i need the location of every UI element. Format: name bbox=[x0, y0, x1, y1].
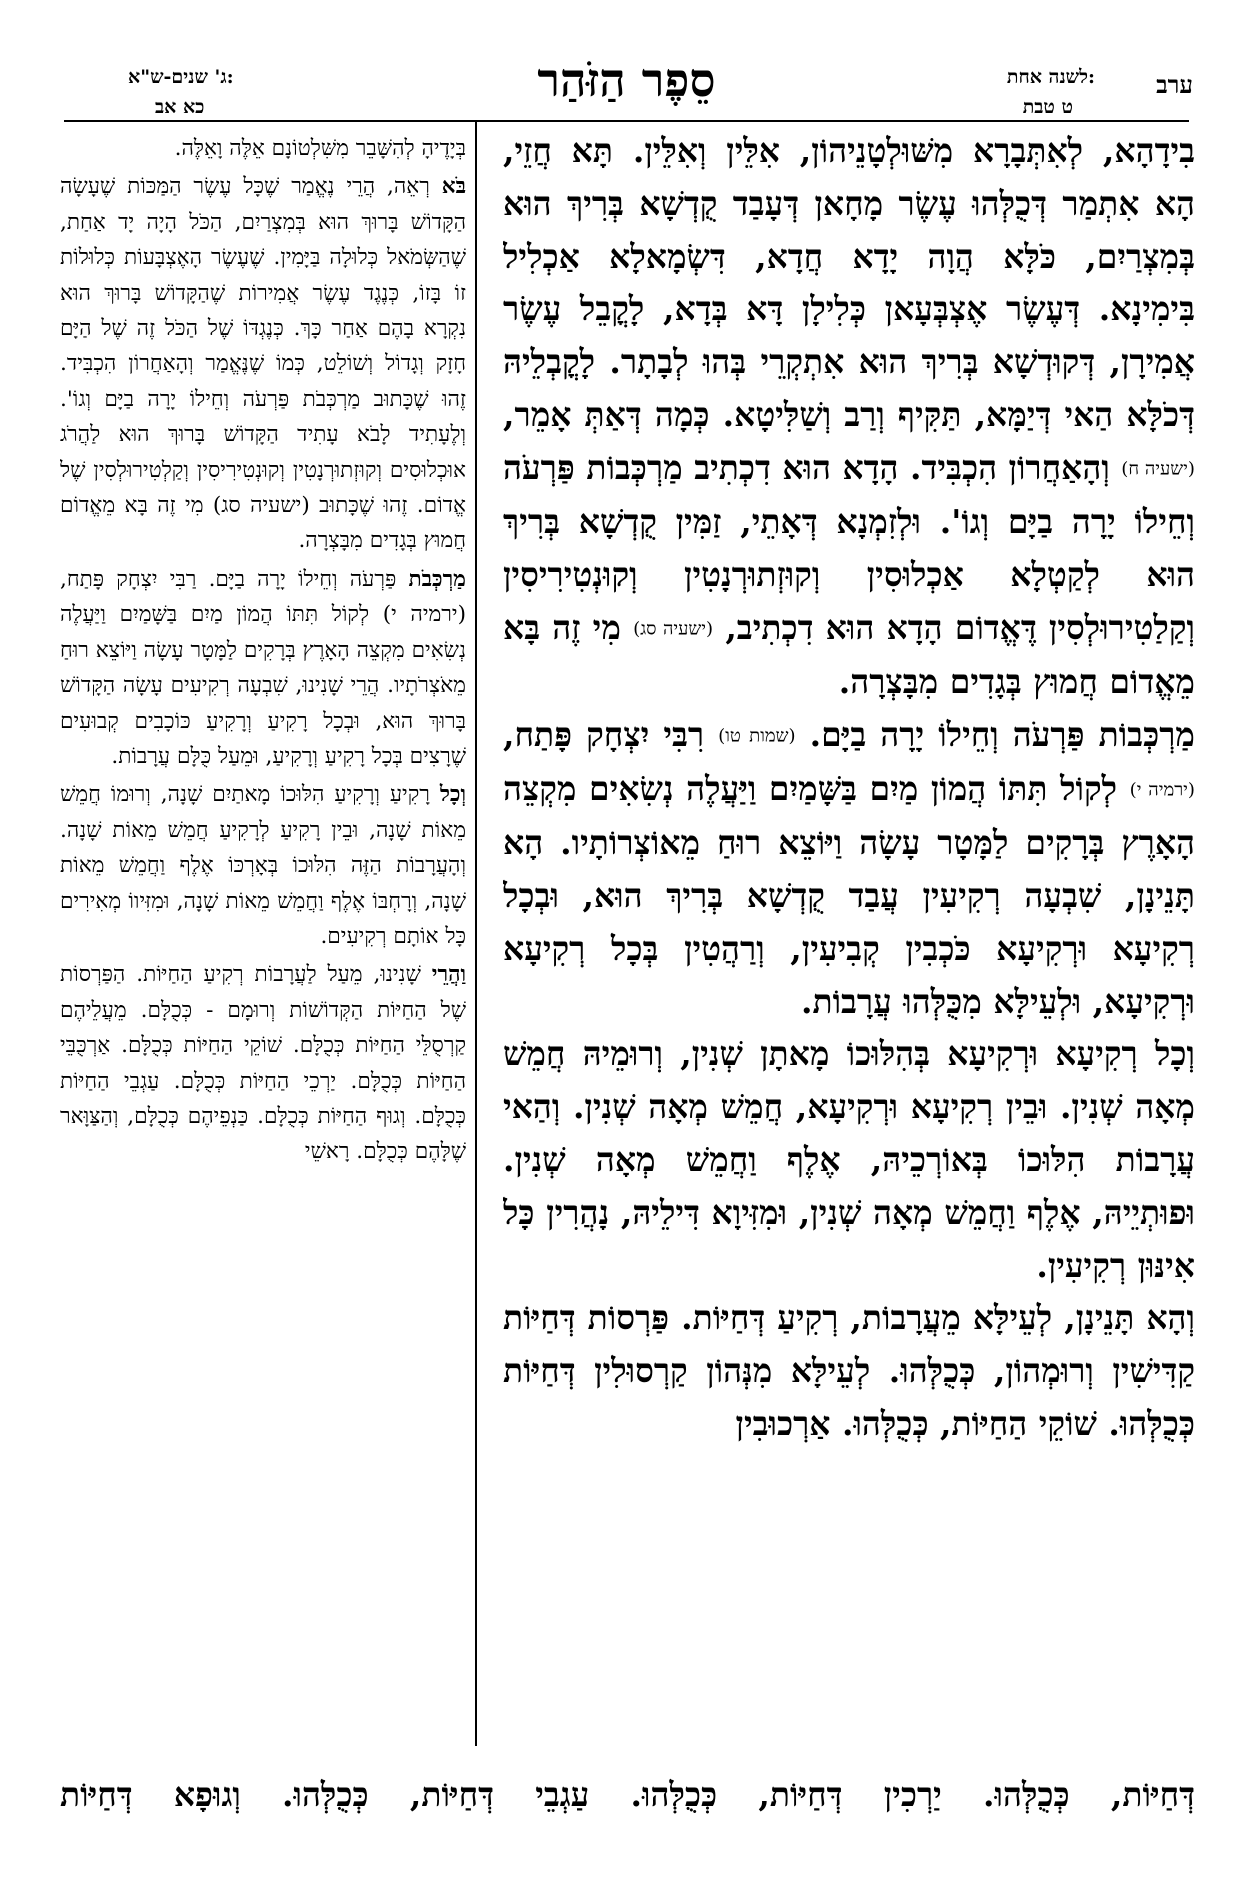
column-divider bbox=[475, 122, 477, 1746]
aramaic-text: וְהָאַחֲרוֹן הִכְבִּיד. הָדָא הוּא דִכְתִיב מַרְכְּבוֹת פַּרְעֹה וְחֵילוֹ יָרָה בַיָּם וְגוֹ'. וּלְזִמְנָא דְּאָתֵי, זַמִּין קֻדְשָׁא בְּרִיךְ הוּא לְקַטְלָא אַכְלוּסִין וְקוּזְתוּרְנָטִין וְקוּנְטִירִיסִין וְקַלַטִירוּלְסִין דֶּאֱדוֹם הָדָא הוּא דִכְתִיב, bbox=[503, 447, 1195, 647]
aramaic-paragraph bbox=[503, 709, 1195, 1029]
aramaic-paragraph bbox=[503, 1292, 1195, 1450]
header-three-year-label: ג' שנים-ש"א: bbox=[128, 66, 234, 88]
translation-paragraph bbox=[60, 777, 466, 954]
aramaic-paragraph bbox=[503, 125, 1195, 709]
aramaic-text: מַרְכְּבוֹת פַּרְעֹה וְחֵילוֹ יָרָה בַיָּם. bbox=[809, 714, 1195, 754]
aramaic-text: תָּא חֲזֵי, הָא אִתְמַר דְּכֻלְּהוּ עֶשֶׂר מָחָאן דְּעָבַד קֻדְשָׁא בְּרִיךְ הוּא בְּמִצְרַיִם, כֹּלָּא הֲוָה יָדָא חֲדָא, דִּשְׂמָאלָא אַכְלִיל בִּימִינָא. דְּעֶשֶׂר אֶצְבְּעָאן כְּלִילָן דָּא בְּדָא, לָקֳבֵל עֶשֶׂר אֲמִירָן, דְּקוּדְשָׁא בְּרִיךְ הוּא אִתְקְרֵי בְּהוּ לְבָתָר. לָקֳבְלֵיהּ דְּכֹלָּא הַאי דְּיַמָּא, תַּקִּיף וְרַב וְשַׁלִּיטָא. כְּמָה דְּאַתְּ אָמֵר, bbox=[503, 131, 1195, 434]
header-hebrew-date: ט טבת bbox=[1022, 96, 1073, 118]
translation-text: בְּיָדֶיהָ לְהִשָּׁבֵר מִשִּׁלְטוֹנָם אֵלֶּה וָאֵלֶּה. bbox=[174, 136, 466, 161]
page-title: סֵפֶר הַזֹּהַר bbox=[537, 53, 716, 107]
aramaic-text: בִידָהָא, לְאִתְּבָרָא מִשּׁוּלְטָנֵיהוֹן, אִלֵּין וְאִלֵּין. bbox=[632, 131, 1195, 170]
verse-citation: (ישעיה סג) bbox=[633, 618, 714, 640]
header-divider bbox=[64, 120, 1189, 122]
aramaic-text: וְהָא תָּנֵינָן, לְעֵילָּא מֵעֲרָבוֹת, רְקִיעַ דְּחַיּוֹת. פַּרְסוֹת דְּחַיּוֹת קַדִּישִׁין וְרוּמְהוֹן, כְּכֻלְּהוּ. לְעֵילָּא מִנְּהוֹן קַרְסוּלִין דְּחַיּוֹת כְּכֻלְּהוּ. שׁוֹקֵי הַחַיּוֹת, כְּכֻלְּהוּ. אַרְכוּבִין bbox=[503, 1298, 1195, 1443]
translation-paragraph bbox=[60, 131, 466, 166]
header-erev: ערב bbox=[1156, 70, 1193, 99]
aramaic-text: וְכָל רְקִיעָא וּרְקִיעָא בְּהִלּוּכוֹ מָאתָן שְׁנִין, וְרוּמֵיהּ חֲמֵשׁ מְאָה שְׁנִין. וּבֵין רְקִיעָא וּרְקִיעָא, חֲמֵשׁ מְאָה שְׁנִין. וְהַאי עֲרָבוֹת הִלּוּכוֹ בְּאוֹרְכֵיהּ, אֶלֶף וַחֲמֵשׁ מְאָה שְׁנִין. וּפוּתְיֵיהּ, אֶלֶף וַחֲמֵשׁ מְאָה שְׁנִין, וּמִזִּיוָא דִּילֵיהּ, נָהֲרִין כָּל אִינּוּן רְקִיעִין. bbox=[503, 1034, 1195, 1285]
translation-paragraph bbox=[60, 562, 466, 774]
translation-paragraph bbox=[60, 957, 466, 1169]
paragraph-lead-word: מַרְכְּבֹת bbox=[408, 566, 466, 592]
paragraph-lead-word: וְכָל bbox=[439, 782, 466, 808]
aramaic-text: רִבִּי יִצְחָק פָּתַח, bbox=[503, 714, 705, 754]
paragraph-lead-word: וַהֲרֵי bbox=[431, 962, 466, 988]
aramaic-text: לְקוֹל תִּתּוֹ הֲמוֹן מַיִם בַּשָּׁמַיִם וַיַּעֲלֶה נְשִׂאִים מִקְצֵה הָאָרֶץ בְּרָקִים לַמָּטָר עָשָׂה וַיּוֹצֵא רוּחַ מֵאוֹצְרוֹתָיו. הָא תָּנֵינָן, שִׁבְעָה רְקִיעִין עֲבַד קֻדְשָׁא בְּרִיךְ הוּא, וּבְכָל רְקִיעָא וּרְקִיעָא כֹּכְבִין קְבִיעִין, וְרַהֲטִין בְּכָל רְקִיעָא וּרְקִיעָא, וּלְעֵילָּא מִכֻּלְּהוּ עֲרָבוֹת. bbox=[503, 768, 1195, 1021]
translation-text: רָקִיעַ וְרָקִיעַ הִלּוּכוֹ מָאתַיִם שָׁנָה, וְרוּמוֹ חֲמֵשׁ מֵאוֹת שָׁנָה, וּבֵין רָקִיעַ לְרָקִיעַ חֲמֵשׁ מֵאוֹת שָׁנָה. וְהָעֲרָבוֹת הַזֶּה הִלּוּכוֹ בְּאָרְכּוֹ אֶלֶף וַחֲמֵשׁ מֵאוֹת שָׁנָה, וְרָחְבּוֹ אֶלֶף וַחֲמֵשׁ מֵאוֹת שָׁנָה, וּמִזִּיווֹ מְאִירִים כָּל אוֹתָם רְקִיעִים. bbox=[60, 782, 466, 949]
translation-text: רְאֵה, הֲרֵי נֶאֱמַר שֶׁכָּל עֶשֶׂר הַמַּכּוֹת שֶׁעָשָׂה הַקָּדוֹשׁ בָּרוּךְ הוּא בְּמִצְרַיִם, הַכֹּל הָיָה יָד אַחַת, שֶׁהַשְּׂמֹאל כְּלוּלָה בַּיָּמִין. שֶׁעֶשֶׂר הָאֶצְבָּעוֹת כְּלוּלוֹת זוֹ בָּזוֹ, כְּנֶגֶד עֶשֶׂר אֲמִירוֹת שֶׁהַקָּדוֹשׁ בָּרוּךְ הוּא נִקְרָא בָהֶם אַחַר כָּךְ. כְּנֶגְדּוֹ שֶׁל הַכֹּל זֶה שֶׁל הַיָּם חָזָק וְגָדוֹל וְשׁוֹלֵט, כְּמוֹ שֶׁנֶּאֱמַר וְהָאַחֲרוֹן הִכְבִּיד. זֶהוּ שֶׁכָּתוּב מַרְכְּבֹת פַּרְעֹה וְחֵילוֹ יָרָה בַיָּם וְגוֹ'. וְלֶעָתִיד לָבֹא עָתִיד הַקָּדוֹשׁ בָּרוּךְ הוּא לַהֲרֹג אוּכְלוּסִים וְקוּזְתוּרְנָטִין וְקוּנְטִירִיסִין וְקַלְטִירוּלְסִין שֶׁל אֱדוֹם. זֶהוּ שֶׁכָּתוּב (ישעיה סג) מִי זֶה בָּא מֵאֱדוֹם חֲמוּץ בְּגָדִים מִבָּצְרָה. bbox=[60, 174, 466, 554]
header-one-year-label: לשנה אחת: bbox=[1006, 66, 1095, 88]
verse-citation: (ישעיה ח) bbox=[1121, 458, 1195, 480]
paragraph-lead-word: בֹּא bbox=[441, 174, 466, 200]
translation-paragraph bbox=[60, 169, 466, 558]
verse-citation: (ירמיה י) bbox=[1129, 779, 1195, 801]
translation-text: שָׁנִינוּ, מֵעַל לַעֲרָבוֹת רְקִיעַ הַחַיּוֹת. הַפַּרְסוֹת שֶׁל הַחַיּוֹת הַקְּדוֹשׁוֹת וְרוּמָם - כְּכֻלָּם. מֵעֲלֵיהֶם קַרְסֻלֵּי הַחַיּוֹת כְּכֻלָּם. שׁוֹקֵי הַחַיּוֹת כְּכֻלָּם. אַרְכֻּבֵּי הַחַיּוֹת כְּכֻלָּם. יַרְכֵי הַחַיּוֹת כְּכֻלָּם. עַגְבֵי הַחַיּוֹת כְּכֻלָּם. וְגוּף הַחַיּוֹת כְּכֻלָּם. כַּנְפֵיהֶם כְּכֻלָּם, וְהַצַּוָּאר שֶׁלָּהֶם כְּכֻלָּם. רָאשֵׁי bbox=[60, 962, 466, 1165]
bottom-full-width-line: דְּחַיּוֹת, כְּכֻלְּהוּ. יַרְכִין דְּחַיּוֹת, כְּכֻלְּהוּ. עַגְבֵי דְּחַיּוֹת, כְּכֻלְּהוּ. וְגוּפָא דְּחַיּוֹת bbox=[60, 1775, 1195, 1814]
header-daf: כא אב bbox=[155, 96, 205, 118]
aramaic-paragraph bbox=[503, 1028, 1195, 1292]
hebrew-translation-column bbox=[60, 128, 466, 1748]
aramaic-text-column bbox=[503, 125, 1195, 1755]
verse-citation: (שמות טו) bbox=[718, 725, 796, 747]
aramaic-text: מִי זֶה בָּא מֵאֱדוֹם חֲמוּץ בְּגָדִים מִבָּצְרָה. bbox=[503, 607, 1195, 701]
translation-text: פַּרְעֹה וְחֵילוֹ יָרָה בַיָּם. רַבִּי יִצְחָק פָּתַח, (ירמיה י) לְקוֹל תִּתּוֹ הֲמוֹן מַיִם בַּשָּׁמַיִם וַיַּעֲלֶה נְשִׂאִים מִקְצֵה הָאָרֶץ בְּרָקִים לַמָּטָר עָשָׂה וַיּוֹצֵא רוּחַ מֵאֹצְרֹתָיו. הֲרֵי שָׁנִינוּ, שִׁבְעָה רְקִיעִים עָשָׂה הַקָּדוֹשׁ בָּרוּךְ הוּא, וּבְכָל רָקִיעַ וְרָקִיעַ כּוֹכָבִים קְבוּעִים שֶׁרָצִים בְּכָל רָקִיעַ וְרָקִיעַ, וּמֵעַל כֻּלָּם עֲרָבוֹת. bbox=[60, 566, 466, 769]
